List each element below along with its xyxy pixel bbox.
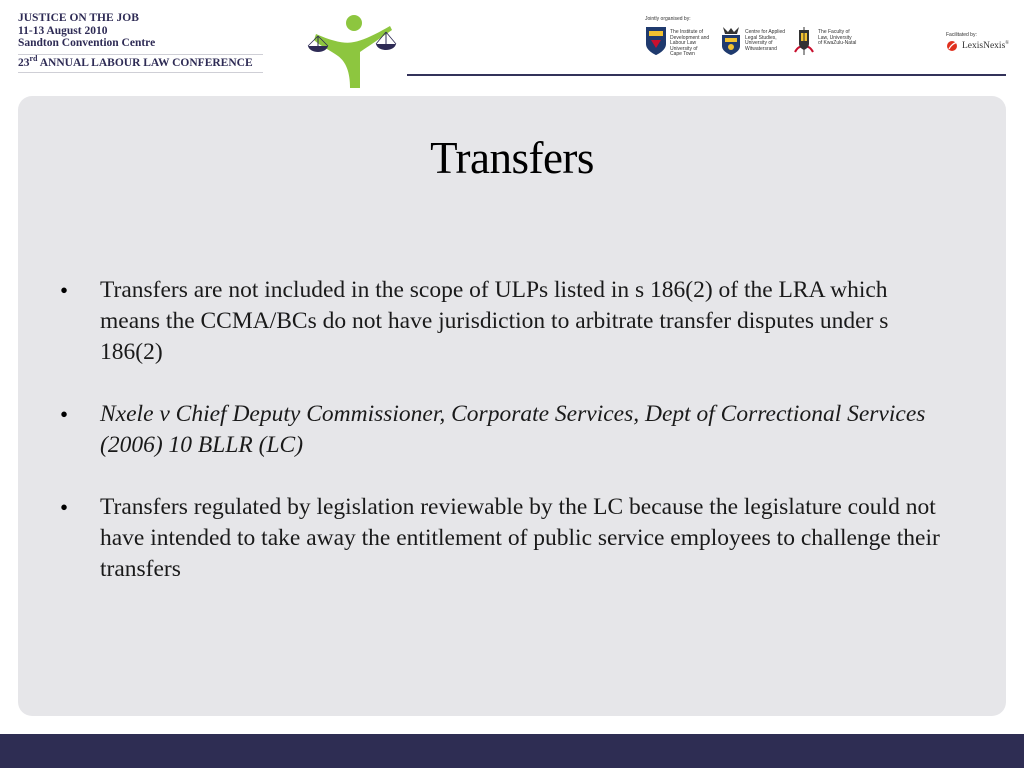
justice-scales-logo <box>306 12 398 88</box>
conference-name: JUSTICE ON THE JOB <box>18 12 139 24</box>
bullet-marker: • <box>60 402 69 427</box>
org-line: Development and <box>670 34 710 41</box>
header-divider <box>407 74 1006 76</box>
org-line: Centre for Applied <box>745 29 786 35</box>
organiser-wits <box>720 26 785 56</box>
organiser-ukzn <box>793 26 856 56</box>
bullet-text: Transfers are not included in the scope of ULPs listed in s 186(2) of the LRA which means the CCMA/BCs do not have jurisdiction to arbitrate transfer disputes under s 186(2) <box>100 277 889 365</box>
bullet-marker: • <box>60 278 69 303</box>
bullet-marker: • <box>60 495 69 520</box>
edition-title: ANNUAL LABOUR LAW CONFERENCE <box>37 56 253 69</box>
bullet-text: Transfers regulated by legislation reviewable by the LC because the legislature could not have intended to take away the entitlement of public service employees to challenge their transfers <box>100 494 940 582</box>
conference-dates: 11-13 August 2010 <box>18 24 108 37</box>
conference-edition <box>18 53 263 70</box>
org-line: The Institute of <box>670 29 704 35</box>
lexisnexis-mark-icon <box>946 40 960 52</box>
bullet-item <box>60 492 940 585</box>
org-line: Legal Studies, <box>745 34 777 41</box>
organiser-uct-text <box>670 30 709 58</box>
jointly-organised-caption: Jointly organised by: <box>645 16 691 22</box>
org-line: Cape Town <box>670 51 695 58</box>
divider <box>18 72 263 73</box>
facilitated-by-caption: Facilitated by: <box>946 32 977 38</box>
bullet-list <box>60 275 940 616</box>
slide-title: Transfers <box>430 133 594 183</box>
sponsor-mark: ® <box>1005 40 1010 46</box>
org-line: Labour Law <box>670 40 697 47</box>
divider <box>18 54 263 55</box>
uct-crest-icon <box>645 26 667 56</box>
lexisnexis-logo <box>946 40 1009 52</box>
conference-venue: Sandton Convention Centre <box>18 37 156 49</box>
org-line: University of <box>745 40 773 47</box>
sponsor-name: LexisNexis <box>962 41 1006 52</box>
organiser-ukzn-text <box>818 30 856 47</box>
bullet-item <box>60 399 940 461</box>
lexisnexis-text <box>962 41 1009 51</box>
org-line: of KwaZulu-Natal <box>818 40 857 47</box>
organiser-wits-text <box>745 30 785 52</box>
footer-band <box>0 734 1024 768</box>
org-line: Law, University <box>818 34 852 41</box>
org-line: University of <box>670 45 698 52</box>
bullet-text: Nxele v Chief Deputy Commissioner, Corporate Services, Dept of Correctional Services (2006) 10 BLLR (LC) <box>100 401 926 458</box>
wits-crest-icon <box>720 26 742 56</box>
bullet-item <box>60 275 940 368</box>
org-line: Witwatersrand <box>745 45 777 52</box>
conference-info <box>18 12 263 73</box>
edition-suffix: rd <box>29 53 38 63</box>
org-line: The Faculty of <box>818 29 850 35</box>
ukzn-crest-icon <box>793 26 815 56</box>
edition-number: 23 <box>18 56 30 69</box>
organiser-uct <box>645 26 709 58</box>
